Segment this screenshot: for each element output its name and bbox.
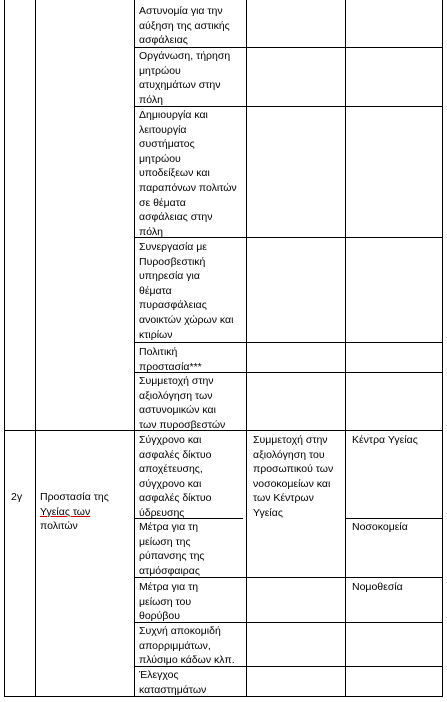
table-border-col3 — [246, 0, 247, 697]
table-border-left — [4, 0, 5, 697]
table-border-col4 — [345, 0, 346, 697]
table-border-right — [442, 0, 443, 697]
measure-cell: Μέτρα για τη μείωση της ρύπανσης της ατμόσφαιρας — [139, 521, 205, 577]
measure-cell: Έλεγχος καταστημάτων — [139, 669, 207, 696]
body-cell: Νοσοκομεία — [352, 521, 408, 533]
measure-cell: Οργάνωση, τήρηση μητρώου ατυχημάτων στην πόλη — [139, 50, 231, 106]
measure-cell: Συχνή αποκομιδή απορριμμάτων, πλύσιμο κάδων κλπ. — [139, 625, 235, 667]
evaluation-cell: Συμμετοχή στην αξιολόγηση του προσωπικού των νοσοκομείων και των Κέντρων Υγείας — [253, 434, 334, 519]
row-code: 2γ — [11, 491, 23, 503]
measure-cell: Αστυνομία για την αύξηση της αστικής ασφάλειας — [139, 5, 230, 47]
measure-cell: Συνεργασία με Πυροσβεστική υπηρεσία για θέματα πυρασφάλειας ανοικτών χώρων και κτιρίων — [139, 241, 234, 341]
row-line — [345, 518, 443, 519]
objective-cell: Προστασία της Υγείας των πολιτών — [40, 491, 109, 533]
measure-cell: Δημιουργία και λειτουργία συστήματος μητρώου υποδείξεων και παραπόνων πολιτών σε θέματα ασφάλειας στην πόλη — [139, 109, 237, 238]
measure-cell: Μέτρα για τη μείωση του θορύβου — [139, 581, 199, 623]
body-cell: Κέντρα Υγείας — [352, 434, 418, 446]
measure-cell: Συμμετοχή στην αξιολόγηση των αστυνομικών και των πυροσβεστών — [139, 375, 226, 431]
body-cell: Νομοθεσία — [352, 581, 403, 593]
measure-cell: Σύγχρονο και ασφαλές δίκτυο αποχέτευσης, σύγχρονο και ασφαλές δίκτυο ύδρευσης — [139, 434, 212, 519]
table-border-bottom — [4, 696, 443, 697]
table-border-col1 — [35, 0, 36, 697]
table-border-col2 — [134, 0, 135, 697]
measure-cell: Πολιτική προστασία*** — [139, 346, 202, 373]
